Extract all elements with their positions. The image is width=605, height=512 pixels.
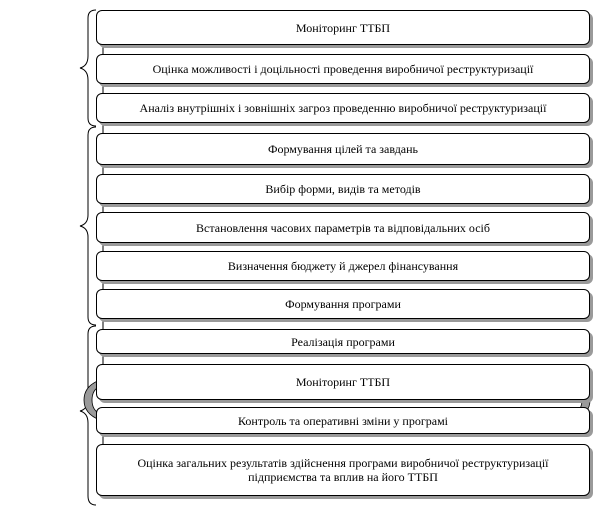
step-overall-evaluation: Оцінка загальних результатів здійснення програми виробничої реструктуризації підприємства та вплив на його ТТБП (96, 444, 590, 496)
step-monitoring-1: Моніторинг ТТБП (96, 10, 590, 45)
step-monitoring-2: Моніторинг ТТБП (96, 364, 590, 400)
curly-brace-icon-phase1 (80, 10, 96, 126)
step-time-responsible: Встановлення часових параметрів та відповідальних осіб (96, 212, 590, 243)
step-program-forming: Формування програми (96, 289, 590, 319)
step-form-methods: Вибір форми, видів та методів (96, 174, 590, 204)
step-budget-funding: Визначення бюджету й джерел фінансування (96, 251, 590, 281)
step-feasibility-assessment: Оцінка можливості і доцільності проведення виробничої реструктуризації (96, 54, 590, 84)
step-program-implementation: Реалізація програми (96, 329, 590, 354)
curly-brace-icon-phase2 (80, 127, 96, 325)
step-control-changes: Контроль та оперативні зміни у програмі (96, 407, 590, 434)
step-goals-tasks: Формування цілей та завдань (96, 133, 590, 165)
step-threat-analysis: Аналіз внутрішніх і зовнішніх загроз проведенню виробничої реструктуризації (96, 93, 590, 123)
